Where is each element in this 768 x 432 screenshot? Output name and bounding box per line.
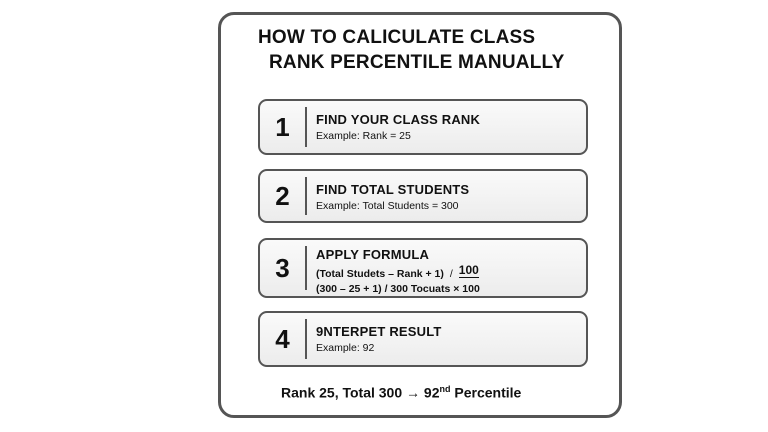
step-4-box [258,311,588,367]
page-title [221,25,619,75]
summary-ordinal: nd [439,384,451,394]
step-heading: 9NTERPET RESULT [316,324,442,339]
step-example: Example: 92 [316,342,375,354]
step-example: Example: Total Students = 300 [316,200,459,212]
title-line-1: HOW TO CALICULATE CLASS [258,27,536,48]
step-1-box [258,99,588,155]
formula-example: (300 – 25 + 1) / 300 Tocuats × 100 [316,283,480,295]
step-heading: FIND TOTAL STUDENTS [316,182,470,197]
step-example: Example: Rank = 25 [316,130,411,142]
summary-suffix: Percentile [450,384,522,401]
step-heading: FIND YOUR CLASS RANK [316,112,481,127]
step-2-box [258,169,588,223]
step-divider [305,107,307,147]
step-number: 2 [275,180,290,211]
step-number: 4 [275,323,290,354]
step-heading: APPLY FORMULA [316,247,430,262]
summary-result [281,384,521,401]
formula-expression [316,263,580,280]
step-divider [305,319,307,359]
step-number: 1 [275,111,290,142]
title-line-2: RANK PERCENTILE MANUALLY [269,52,565,73]
step-number: 3 [275,252,290,283]
formula-divisor: 100 [458,263,479,277]
step-divider [305,177,307,215]
summary-prefix: Rank 25, Total 300 → 92 [281,384,440,401]
formula-slash: / [449,268,453,280]
step-divider [305,246,307,290]
step-3-box [258,238,588,298]
formula-numerator: (Total Studets – Rank + 1) [316,268,444,280]
infographic-card [218,12,622,418]
